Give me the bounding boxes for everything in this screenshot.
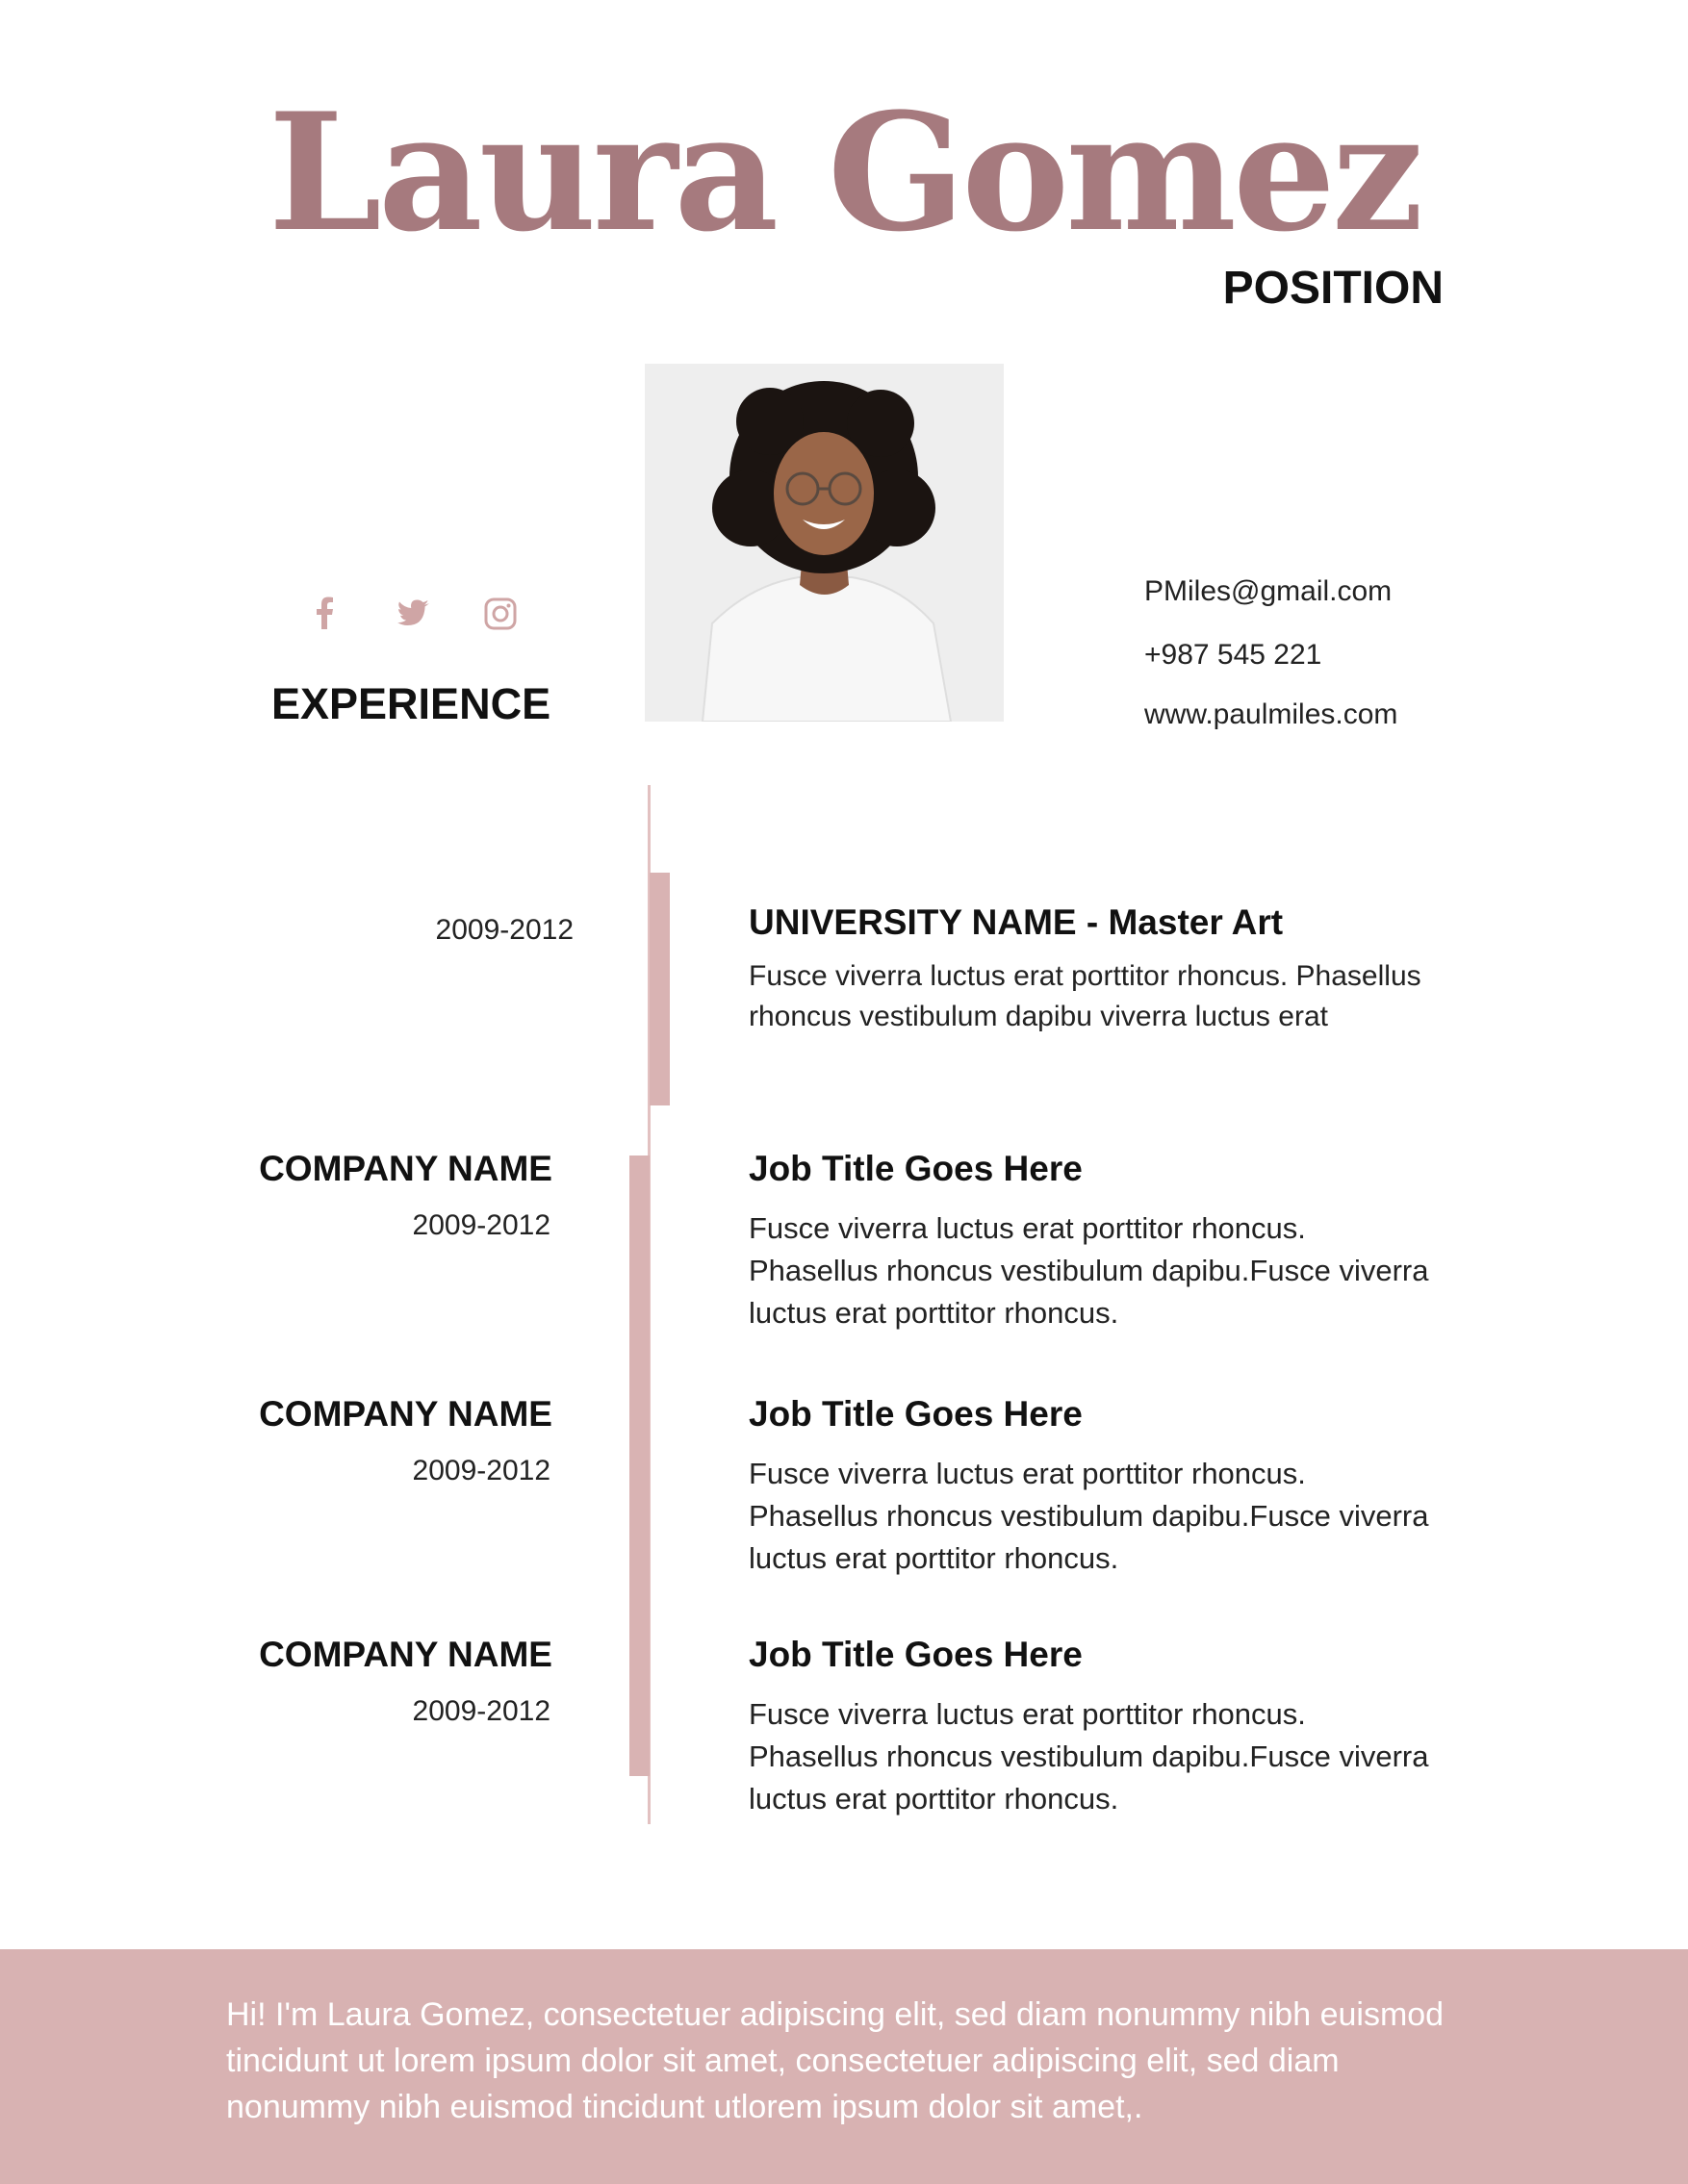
education-description: Fusce viverra luctus erat porttitor rhoncus. Phasellus rhoncus vestibulum dapibu viverra luctus erat [749, 960, 1421, 1032]
resume-name: Laura Gomez [268, 77, 1420, 267]
experience-timeline-bar [629, 1155, 650, 1776]
company-name: COMPANY NAME [259, 1149, 552, 1188]
education-date: 2009-2012 [435, 914, 574, 946]
experience-heading: EXPERIENCE [271, 679, 551, 728]
job-description: Fusce viverra luctus erat porttitor rhoncus. Phasellus rhoncus vestibulum dapibu.Fusce viverra luctus erat porttitor rhoncus. [749, 1697, 1429, 1816]
job-description: Fusce viverra luctus erat porttitor rhoncus. Phasellus rhoncus vestibulum dapibu.Fusce viverra luctus erat porttitor rhoncus. [749, 1457, 1429, 1575]
contact-website[interactable]: www.paulmiles.com [1144, 698, 1398, 730]
company-date: 2009-2012 [412, 1455, 550, 1486]
portrait-photo [645, 364, 1004, 722]
job-title: Job Title Goes Here [749, 1635, 1083, 1674]
company-date: 2009-2012 [412, 1695, 550, 1727]
position-title: POSITION [1222, 263, 1444, 314]
job-title: Job Title Goes Here [749, 1149, 1083, 1188]
education-timeline-bar [650, 873, 670, 1105]
company-name: COMPANY NAME [259, 1635, 552, 1674]
instagram-icon[interactable] [481, 595, 520, 633]
contact-email[interactable]: PMiles@gmail.com [1144, 575, 1393, 607]
contact-phone[interactable]: +987 545 221 [1144, 639, 1322, 671]
job-title: Job Title Goes Here [749, 1394, 1083, 1434]
company-date: 2009-2012 [412, 1209, 550, 1241]
facebook-icon[interactable] [306, 595, 345, 633]
education-title: UNIVERSITY NAME - Master Art [749, 902, 1284, 942]
twitter-icon[interactable] [395, 595, 433, 633]
profile-photo [645, 364, 1004, 722]
footer-bio: Hi! I'm Laura Gomez, consectetuer adipiscing elit, sed diam nonummy nibh euismod tincidunt ut lorem ipsum dolor sit amet, consectetuer adipiscing elit, sed diam nonummy nibh euismod tincidunt utlorem ipsum dolor sit amet,. [226, 1996, 1445, 2125]
job-description: Fusce viverra luctus erat porttitor rhoncus. Phasellus rhoncus vestibulum dapibu.Fusce viverra luctus erat porttitor rhoncus. [749, 1211, 1429, 1330]
company-name: COMPANY NAME [259, 1394, 552, 1434]
